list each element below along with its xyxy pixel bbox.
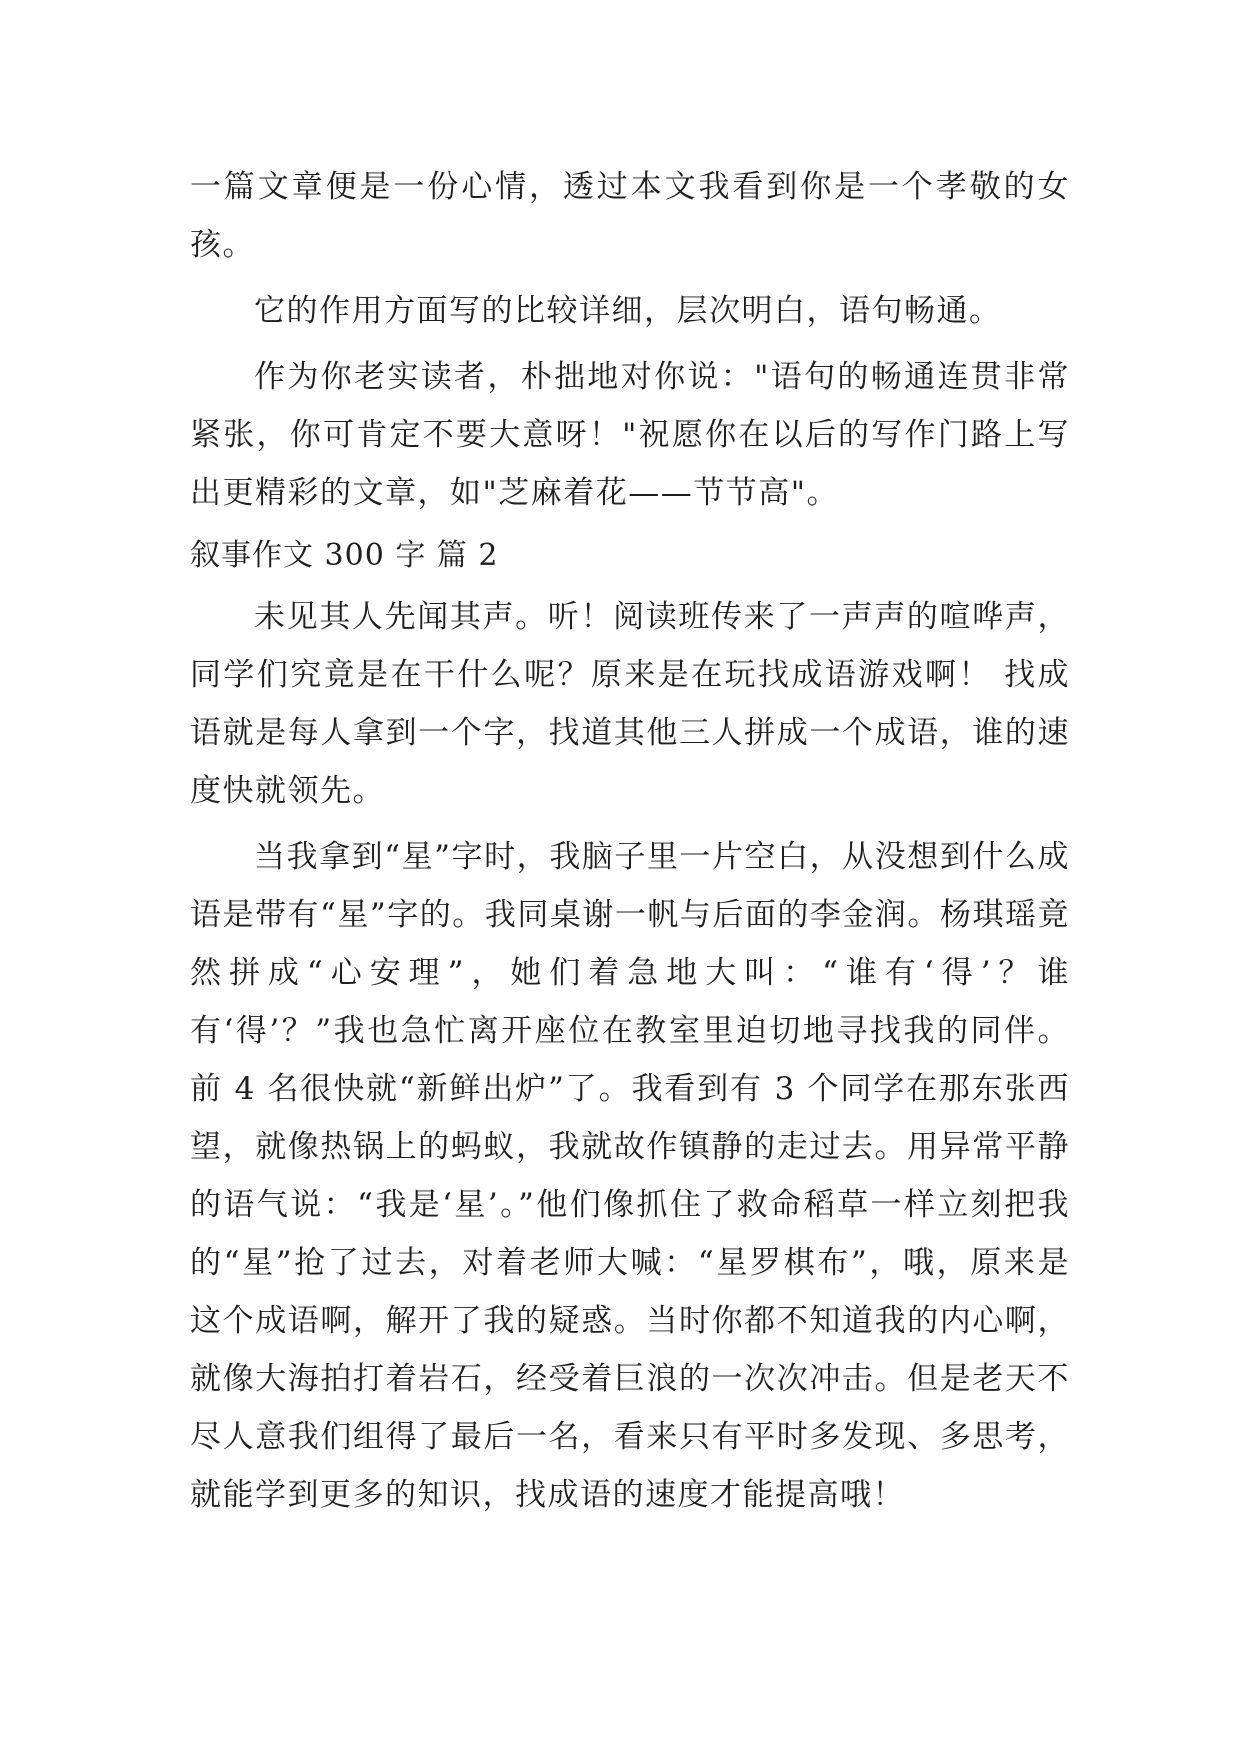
section2-paragraph-1: 未见其人先闻其声。听！阅读班传来了一声声的喧哗声，同学们究竟是在干什么呢？原来是在玩找成语游戏啊！ 找成语就是每人拿到一个字，找道其他三人拼成一个成语，谁的速度快就领先。 [190, 599, 1070, 809]
section2-paragraph-2: 当我拿到“星”字时，我脑子里一片空白，从没想到什么成语是带有“星”字的。我同桌谢一帆与后面的李金润。杨琪瑶竟然拼成“心安理”，她们着急地大叫：“谁有‘得’？谁有‘得’？”我也急忙离开座位在教室里迫切地寻找我的同伴。前 4 名很快就“新鲜出炉”了。我看到有 3 个同学在那东张西望，就像热锅上的蚂蚁，我就故作镇静的走过去。用异常平静的语气说：“我是‘星’。”他们像抓住了救命稻草一样立刻把我的“星”抢了过去，对着老师大喊：“星罗棋布”，哦，原来是这个成语啊，解开了我的疑惑。当时你都不知道我的内心啊，就像大海拍打着岩石，经受着巨浪的一次次冲击。但是老天不尽人意我们组得了最后一名，看来只有平时多发现、多思考，就能学到更多的知识，找成语的速度才能提高哦！ [190, 839, 1070, 1513]
paragraph-3: 作为你老实读者，朴拙地对你说："语句的畅通连贯非常紧张，你可肯定不要大意呀！"祝愿你在以后的写作门路上写出更精彩的文章，如"芝麻着花——节节高"。 [190, 359, 1070, 511]
section-heading: 叙事作文 300 字 篇 2 [190, 538, 499, 573]
paragraph-2: 它的作用方面写的比较详细，层次明白，语句畅通。 [254, 293, 1002, 329]
paragraph-1: 一篇文章便是一份心情，透过本文我看到你是一个孝敬的女孩。 [190, 169, 1070, 263]
document-body [190, 158, 1070, 1532]
